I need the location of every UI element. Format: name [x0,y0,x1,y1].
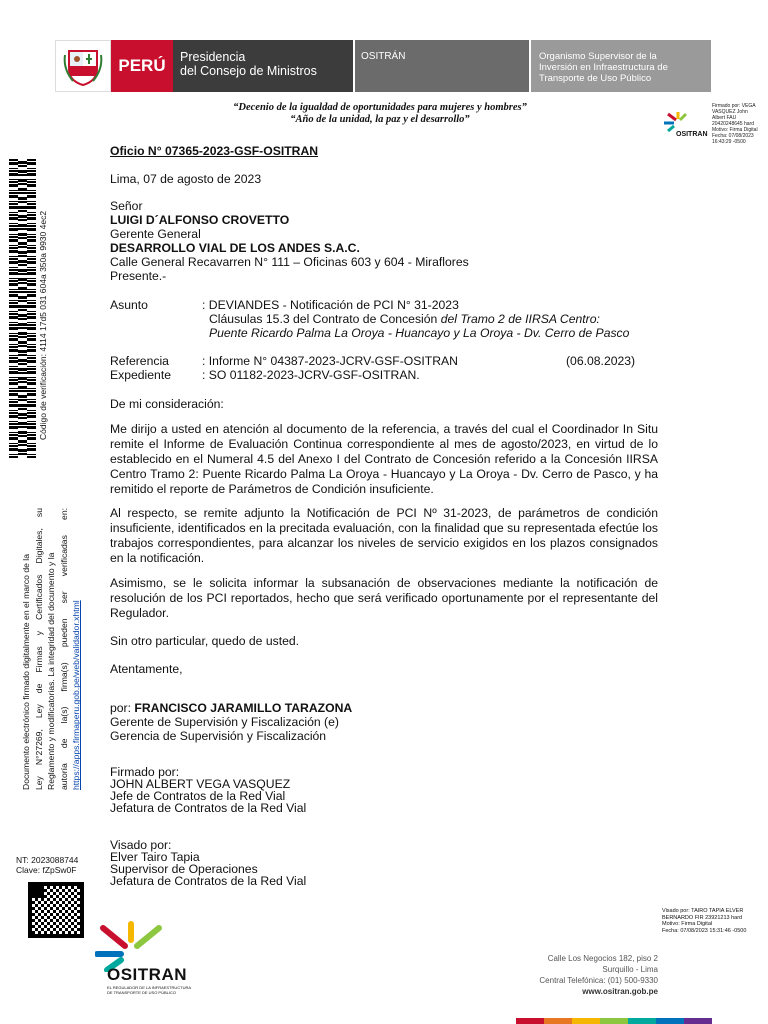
stamp-line: Albert FAU [712,115,737,121]
stamp-line: Fecha: 07/08/2023 [712,133,754,139]
subject-block [110,298,658,340]
signer-name: FRANCISCO JARAMILLO TARAZONA [134,701,353,715]
org-line-1: Organismo Supervisor de la [539,51,657,62]
decade-line: “Decenio de la igualdad de oportunidades para mujeres y hombres” [233,102,527,113]
verification-code: Código de verificación: 4114 17d5 031 604a 350a 9930 4ec2 [38,210,48,440]
closing-line: Sin otro particular, quedo de usted. [110,634,300,648]
official-year-names [110,102,650,126]
verification-barcode [9,158,36,458]
paragraph-3: Asimismo, se le solicita informar la subsanación de observaciones mediante la notificación de resolución de los PCI reportados, hecho que será verificado oportunamente por el representante del Regulador. [110,576,658,620]
stamp-line: Fecha: 07/08/2023 15:31:46 -0500 [662,927,747,934]
ositran-small-logo [662,110,712,138]
reviewed-by-label: Visado por: [110,838,172,852]
access-key: Clave: fZpSw0F [16,865,77,875]
color-bar-segment [572,1018,600,1024]
legal-line-3: Reglamento y modificatorias. La integridad del documento y la [46,552,57,790]
nt-number: NT: 2023088744 [16,855,79,865]
peru-coat-of-arms-icon [55,40,111,92]
recipient-company: DESARROLLO VIAL DE LOS ANDES S.A.C. [110,241,360,255]
digital-signature-stamp-bottom [662,908,766,934]
footer-website[interactable]: www.ositran.gob.pe [582,987,658,996]
recipient-title: Gerente General [110,227,201,241]
signed-by-name: JOHN ALBERT VEGA VASQUEZ [110,777,291,791]
footer-logo-name: OSITRAN [107,965,187,984]
agency-label: OSITRÁN [353,40,529,92]
validator-link[interactable]: https://apps.firmaperu.gob.pe/web/validador.xhtml [71,600,82,790]
year-line: “Año de la unidad, la paz y el desarrollo” [290,114,470,125]
legal-line-1: Documento electrónico firmado digitalmente en el marco de la [21,554,31,790]
por-label: por: [110,701,135,715]
footer-logo-tag-2: DE TRANSPORTE DE USO PÚBLICO [107,990,176,995]
footer-logo-tag-1: EL REGULADOR DE LA INFRAESTRUCTURA [107,985,192,990]
reviewed-by-block [110,839,658,887]
peru-label: PERÚ [111,40,173,92]
subject-line-1: : DEVIANDES - Notificación de PCI N° 31-2023 [202,298,459,312]
recipient-address: Calle General Recavarren N° 111 – Oficinas 603 y 604 - Miraflores [110,255,469,269]
digital-signature-stamp-top [712,103,768,145]
signer-unit: Gerencia de Supervisión y Fiscalización [110,729,327,743]
reviewed-by-name: Elver Tairo Tapia [110,850,200,864]
color-bar-segment [656,1018,684,1024]
color-bar-segment [600,1018,628,1024]
reference-value: : Informe N° 04387-2023-JCRV-GSF-OSITRAN [202,354,458,368]
stamp-line: Motivo: Firma Digital [662,921,713,927]
paragraph-1: Me dirijo a usted en atención al documento de la referencia, a través del cual el Coordinador In Situ remite el Informe de Evaluación Continua correspondiente al mes de agosto/2023, en virtud de lo establecido en el Numeral 4.5 del Anexo I del Contrato de Concesión referido a la Concesión IIRSA Centro Tramo 2: Puente Ricardo Palma La Oroya - Huancayo y La Oroya - Dv. Cerro de Pasco, y ha remitido el reporte de Parámetros de Condición insuficiente. [110,422,658,496]
recipient-block [110,199,658,283]
subject-label: Asunto [110,298,148,312]
ositran-star-icon [662,110,710,132]
signed-by-label: Firmado por: [110,765,180,779]
stamp-line: 16:43:29 -0500 [712,139,746,145]
subject-line-3: Puente Ricardo Palma La Oroya - Huancayo y La Oroya - Dv. Cerro de Pasco [209,326,630,340]
reviewed-by-title: Supervisor de Operaciones [110,862,258,876]
legal-notice [20,508,83,790]
stamp-line: Motivo: Firma Digital [712,127,758,133]
legal-line-4: autoría de la(s) firma(s) pueden ser verificadas en: [58,508,69,790]
presidency-line-2: del Consejo de Ministros [180,64,317,78]
file-value: : SO 01182-2023-JCRV-GSF-OSITRAN. [202,368,420,382]
stamp-line: BERNARDO FIR 23921213 hard [662,914,743,921]
document-tracking [16,855,78,875]
signer-block [110,701,658,743]
subject-line-2a: Cláusulas 15.3 del Contrato de Concesión [209,312,441,326]
subject-line-2b: del Tramo 2 de IIRSA Centro: [440,312,600,326]
org-line-2: Inversión en Infraestructura de [539,62,668,73]
ositran-footer-logo [95,920,225,995]
paragraph-2: Al respecto, se remite adjunto la Notificación de PCI Nº 31-2023, de parámetros de condición insuficiente, identificados en la precitada evaluación, con la finalidad que su representada efectúe los trabajos correspondientes, para alcanzar los niveles de servicio exigidos en los plazos consignados en la notificación. [110,506,658,565]
signer-title: Gerente de Supervisión y Fiscalización (e) [110,715,339,729]
reviewed-by-unit: Jefatura de Contratos de la Red Vial [110,874,307,888]
org-description [529,40,711,92]
brand-color-bar [516,1018,712,1024]
stamp-line: Firmado por: VEGA [712,103,756,109]
signed-by-unit: Jefatura de Contratos de la Red Vial [110,801,307,815]
stamp-line: Visado por: TAIRO TAPIA ELVER [662,908,744,914]
stamp-line: 20420248645 hard [712,121,754,127]
reference-label: Referencia [110,354,169,368]
reference-block [110,354,658,382]
reference-date: (06.08.2023) [566,354,636,368]
color-bar-segment [684,1018,712,1024]
oficio-number: Oficio N° 07365-2023-GSF-OSITRAN [110,144,319,158]
letter-date: Lima, 07 de agosto de 2023 [110,172,262,186]
greeting: De mi consideración: [110,397,224,411]
footer-contact [500,953,658,997]
small-logo-text: OSITRAN [676,131,708,138]
salutation-to: Señor [110,199,143,213]
presidency-line-1: Presidencia [180,50,246,64]
org-line-3: Transporte de Uso Público [539,73,652,84]
color-bar-segment [516,1018,544,1024]
signed-by-title: Jefe de Contratos de la Red Vial [110,789,286,803]
footer-address-2: Surquillo - Lima [602,965,658,974]
footer-address-1: Calle Los Negocios 182, piso 2 [547,954,658,963]
signed-by-block [110,766,658,814]
file-label: Expediente [110,368,171,382]
presidency-label [173,40,353,92]
legal-line-2: Ley N°27269, Ley de Firmas y Certificados Digitales, su [33,508,44,790]
government-header [55,40,711,92]
color-bar-segment [628,1018,656,1024]
stamp-line: VASQUEZ John [712,109,748,115]
color-bar-segment [544,1018,572,1024]
presente: Presente.- [110,269,167,283]
qr-code[interactable] [28,882,84,938]
recipient-name: LUIGI D´ALFONSO CROVETTO [110,213,290,227]
closing-regards: Atentamente, [110,662,183,676]
footer-phone: Central Telefónica: (01) 500-9330 [539,976,658,985]
